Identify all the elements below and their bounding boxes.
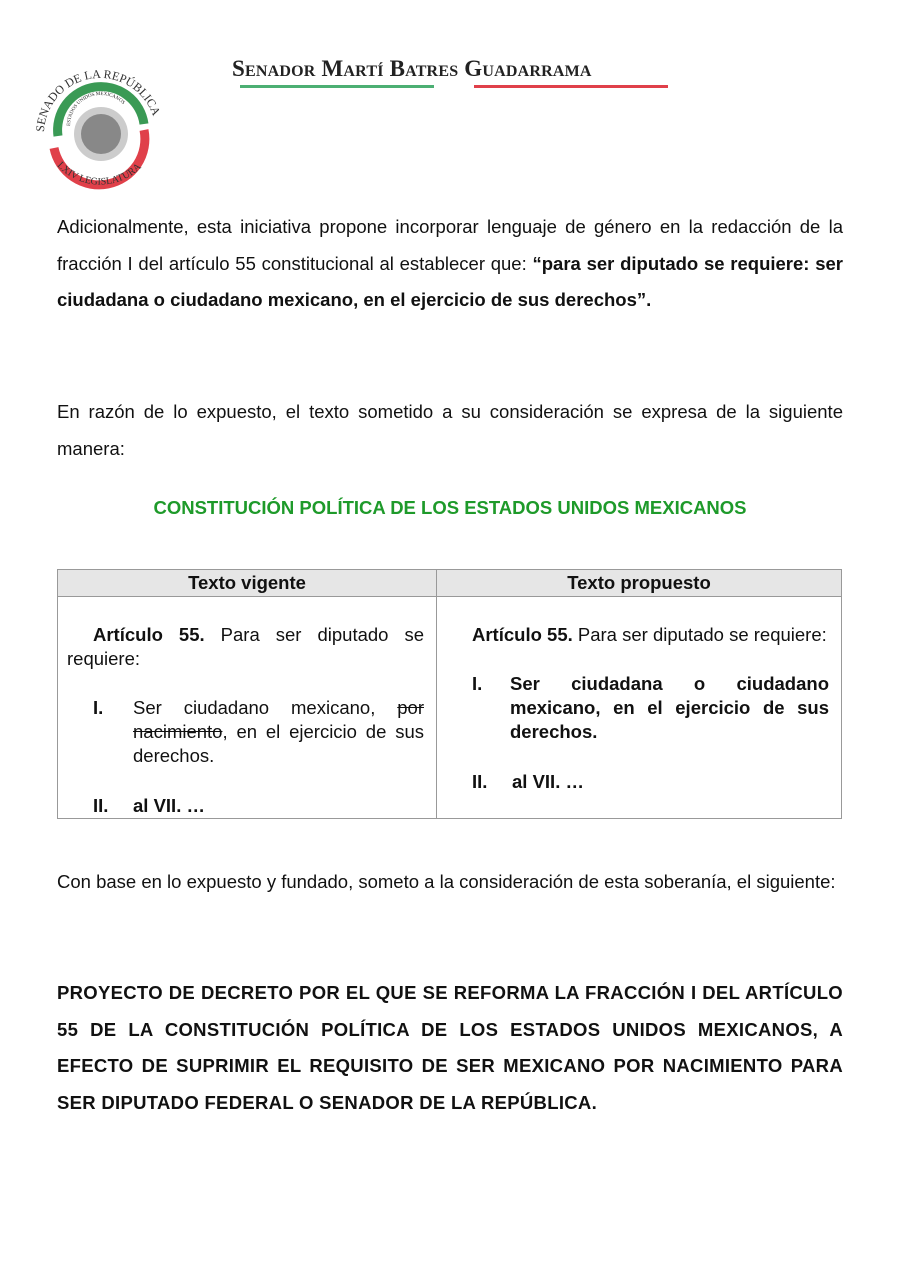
proposed-text-cell: Artículo 55. Para ser diputado se requiere: I. Ser ciudadana o ciudadano mexicano, en el ejercicio de sus derechos. II. al VII. …	[437, 597, 842, 819]
svg-text:ESTADOS UNIDOS MEXICANOS: ESTADOS UNIDOS MEXICANOS	[66, 91, 126, 127]
svg-text:LXIV LEGISLATURA: LXIV LEGISLATURA	[54, 159, 144, 188]
green-underline	[240, 85, 434, 88]
paragraph-submission: Con base en lo expuesto y fundado, someto a la consideración de esta soberanía, el siguiente:	[57, 871, 836, 892]
decree-title: PROYECTO DE DECRETO POR EL QUE SE REFORMA LA FRACCIÓN I DEL ARTÍCULO 55 DE LA CONSTITUCIÓN POLÍTICA DE LOS ESTADOS UNIDOS MEXICANOS, A EFECTO DE SUPRIMIR EL REQUISITO DE SER MEXICANO POR NACIMIENTO PARA SER DIPUTADO FEDERAL O SENADOR DE LA REPÚBLICA.	[57, 982, 843, 1113]
senate-logo	[28, 56, 173, 201]
comparison-table	[57, 569, 842, 819]
paragraph-gender-language: Adicionalmente, esta iniciativa propone incorporar lenguaje de género en la redacción de la fracción I del artículo 55 constitucional al establecer que: “para ser diputado se requiere: ser ciudadana o ciudadano mexicano, en el ejercicio de sus derechos”.	[57, 216, 843, 310]
red-underline	[474, 85, 668, 88]
paragraph-intro: En razón de lo expuesto, el texto sometido a su consideración se expresa de la siguiente manera:	[57, 401, 843, 459]
header-current-text: Texto vigente	[58, 570, 437, 597]
header-proposed-text: Texto propuesto	[437, 570, 842, 597]
svg-text:SENADO DE LA REPÚBLICA: SENADO DE LA REPÚBLICA	[32, 66, 164, 133]
constitution-title: CONSTITUCIÓN POLÍTICA DE LOS ESTADOS UNIDOS MEXICANOS	[153, 497, 747, 518]
current-text-cell: Artículo 55. Para ser diputado se requiere: I. Ser ciudadano mexicano, por nacimiento, en el ejercicio de sus derechos. II. al VII. …	[58, 597, 437, 819]
struck-text: por nacimiento	[133, 697, 424, 742]
header-title: Senador Martí Batres Guadarrama	[232, 56, 592, 81]
